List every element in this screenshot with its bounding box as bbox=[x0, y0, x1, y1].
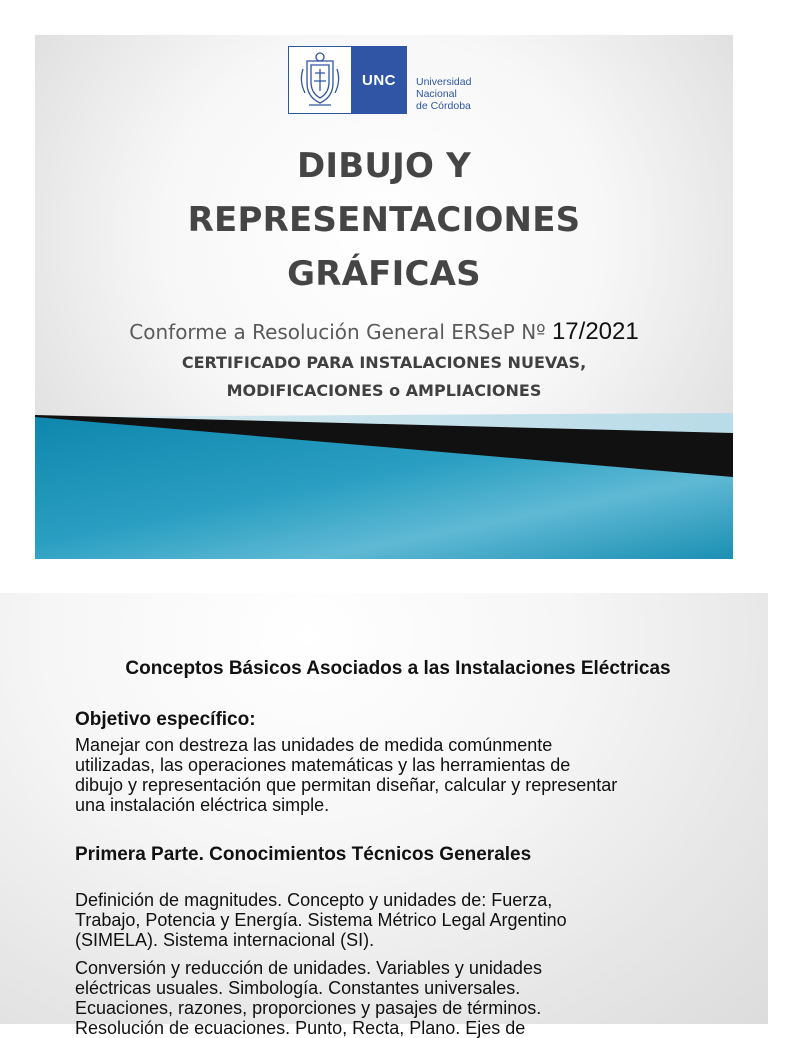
text-line: Resolución de ecuaciones. Punto, Recta, Plano. Ejes de bbox=[75, 1018, 526, 1038]
university-name-line: Universidad bbox=[416, 76, 472, 88]
text-line: dibujo y representación que permitan diseñar, calcular y representar bbox=[75, 775, 618, 795]
title-line: DIBUJO Y bbox=[296, 146, 471, 186]
part-title: Primera Parte. Conocimientos Técnicos Generales bbox=[75, 844, 532, 865]
text-line: Ecuaciones, razones, proporciones y pasajes de términos. bbox=[75, 998, 542, 1018]
paragraph-units bbox=[75, 890, 755, 950]
text-line: Trabajo, Potencia y Energía. Sistema Métrico Legal Argentino bbox=[75, 910, 567, 930]
text-line: utilizadas, las operaciones matemáticas y las herramientas de bbox=[75, 755, 571, 775]
slide-title bbox=[35, 139, 733, 301]
university-name-line: de Córdoba bbox=[416, 100, 471, 112]
slide-subtitle bbox=[35, 318, 733, 346]
text-line: Manejar con destreza las unidades de medida comúnmente bbox=[75, 735, 553, 755]
title-line: REPRESENTACIONES bbox=[187, 200, 581, 240]
certificate-line: CERTIFICADO PARA INSTALACIONES NUEVAS, bbox=[181, 353, 587, 372]
text-line: Conversión y reducción de unidades. Variables y unidades bbox=[75, 958, 542, 978]
resolution-number: 17/2021 bbox=[551, 318, 639, 345]
unc-logo bbox=[288, 46, 488, 116]
university-seal-icon bbox=[288, 46, 352, 114]
title-slide bbox=[35, 35, 733, 559]
text-line: (SIMELA). Sistema internacional (SI). bbox=[75, 930, 375, 950]
text-line: una instalación eléctrica simple. bbox=[75, 795, 330, 815]
subtitle-text: Conforme a Resolución General ERSeP Nº bbox=[129, 320, 552, 344]
title-line: GRÁFICAS bbox=[287, 254, 481, 294]
unc-abbreviation: UNC bbox=[351, 46, 407, 114]
objective-title: Objetivo específico: bbox=[75, 709, 256, 730]
university-name bbox=[416, 76, 506, 112]
paragraph-conversion bbox=[75, 958, 755, 1038]
university-name-line: Nacional bbox=[416, 88, 457, 100]
certificate-line: MODIFICACIONES o AMPLIACIONES bbox=[226, 381, 542, 400]
certificate-heading bbox=[35, 349, 733, 405]
text-line: Definición de magnitudes. Concepto y unidades de: Fuerza, bbox=[75, 890, 553, 910]
slide-heading: Conceptos Básicos Asociados a las Instalaciones Eléctricas bbox=[125, 658, 671, 679]
content-slide bbox=[0, 593, 768, 1038]
objective-text bbox=[75, 735, 755, 815]
decorative-bands bbox=[35, 407, 733, 559]
text-line: eléctricas usuales. Simbología. Constantes universales. bbox=[75, 978, 521, 998]
